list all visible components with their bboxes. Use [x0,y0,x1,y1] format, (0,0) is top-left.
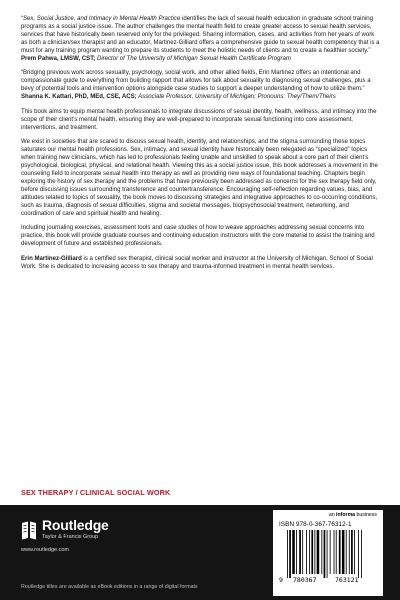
barcode-bar [314,530,315,574]
barcode-bar [327,530,328,578]
informa-business-label: an informa business [328,512,377,518]
barcode-bar [321,530,322,574]
barcode-bar [302,530,303,574]
endorser-2: Shanna K. Kattari, PhD, MEd, CSE, ACS; Associate Professor, University of Michigan; Pronouns: They/Them/Theirs [21,94,336,101]
barcode-bar [309,530,310,574]
barcode-first-digit: 9 [279,576,283,584]
author-name: Erin Martinez-Gilliard [21,255,82,262]
barcode-bar [296,530,297,574]
isbn-text: ISBN 978-0-367-76312-1 [279,521,352,528]
publisher-name: Routledge [42,517,109,533]
barcode-bar [336,530,337,574]
barcode-panel [273,510,383,596]
barcode-bar [287,530,288,578]
author-bio: Erin Martinez-Gilliard is a certified sex therapist, clinical social worker and instructor at the University of Michigan, School of Social Work. She is dedicated to increasing access to sex therapy and trauma-informed treatment in mental health services. [21,255,373,270]
isbn-barcode [279,530,377,584]
barcode-bar [330,530,331,574]
ebook-footnote: Routledge titles are available as eBook editions in a range of digital formats [21,584,198,590]
publisher-group: Taylor & Francis Group [42,534,99,540]
publisher-url: www.routledge.com [21,547,69,553]
barcode-bar [342,530,345,574]
barcode-bar [339,530,341,574]
barcode-bar [324,530,326,578]
barcode-bar [289,530,291,578]
barcode-bar [299,530,301,574]
barcode-bar [354,530,355,574]
description-paragraph-2: We exist in societies that are scared to discuss sexual health, identity, and relationships, and the stigma surrounding these topics saturates our mental health professions. Sex, intimacy, and sexual identity have historically been relegated as “specialized” topics when training new clinicians, which has led to professionals feeling unable and unskilled to speak about a core part of their client’s psychological, biological, physical, and relational health. Viewing this as a social justice issue, this book addresses a movement in the counseling field to incorporate sexual health into therapy as well as providing new ways of foundational teaching. Chapters begin exploring the history of sex therapy and the problems that have previously been addressed as concerns for the sex therapy field only, before discussing issues surrounding transference and countertransference. Encouraging self-reflection regarding values, bias, and attitudes related to topics of sexuality, the book moves to discussing strategies and integrative approaches to co-occurring conditions, such as trauma, diagnosis of sexual difficulties, stigma and societal messages, biopsychosocial treatment, networking, and coordination of care and spiritual health and healing. [21,139,378,217]
barcode-bar [311,530,313,574]
barcode-bar [351,530,353,574]
description-paragraph-1: This book aims to equip mental health professionals to integrate discussions of sexual identity, health, wellness, and intimacy into the scope of their client’s mental health, ensuring they are well-prepared to incorporate sexual functioning into core assessment, interventions, and treatment. [21,108,377,131]
barcode-bar [358,530,359,578]
barcode-bar [346,530,347,574]
cover-footer [0,505,400,600]
barcode-left-digits: 780367 [293,576,317,584]
barcode-bar [306,530,307,574]
barcode-bar [317,530,320,574]
endorsement-quote-1: “Sex, Social Justice, and Intimacy in Mental Health Practice identifies the lack of sexual health education in graduate school training programs as a social justice issue. The author challenges the mental health field to create greater access to sexual health services, services that have historically been reserved only for the privileged. Sharing information, cases, and activities from her years of work as both a clinician/sex therapist and an educator, Martinez-Gilliard offers a comprehensive guide to sexual health competency that is a must for any training program wanting to prepare its students to meet the holistic needs of clients and to create a healthier society.” Prem Pahwa, LMSW, CST; Director of The University of Michigan Sexual Health Certificate Program [21,16,380,62]
barcode-bar [349,530,350,574]
description-paragraph-3: Including journaling exercises, assessment tools and case studies of how to weave approaches addressing sexual concerns into practice, this book will provide graduate courses and continuing education instructors with the core material to assist the training and development of future and established professionals. [21,225,375,248]
book-title-italic: Sex, Social Justice, and Intimacy in Mental Health Practice [23,16,181,22]
barcode-bar [334,530,335,574]
endorser-1: Prem Pahwa, LMSW, CST; Director of The University of Michigan Sexual Health Certificate Program [21,55,291,62]
endorsement-quote-2: “Bridging previous work across sexuality, psychology, social work, and other allied fields, Erin Martinez offers an intentional and compassionate guide to everything from building rapport that allows for talk about sexuality to diagnosing sexual challenges, plus a bevy of potential tools and intervention options alongside case studies to support a deeper understanding of how to utilize them.” Shanna K. Kattari, PhD, MEd, CSE, ACS; Associate Professor, University of Michigan; Pronouns: They/Them/Theirs [21,70,371,101]
barcode-bar [361,530,362,578]
subject-category: SEX THERAPY / CLINICAL SOCIAL WORK [21,488,171,497]
routledge-book-icon [21,521,37,540]
barcode-right-digits: 763121 [335,576,359,584]
barcode-bar [292,530,295,574]
